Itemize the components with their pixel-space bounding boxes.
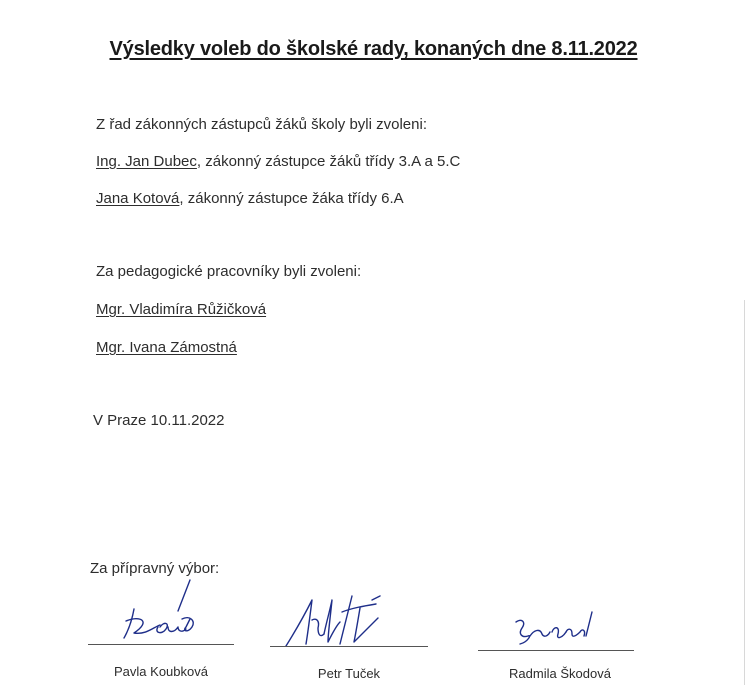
signature-tucek <box>282 590 407 650</box>
signatory-3-name: Radmila Škodová <box>509 666 611 681</box>
staff-section-intro: Za pedagogické pracovníky byli zvoleni: <box>96 263 362 280</box>
committee-label: Za přípravný výbor: <box>90 560 220 577</box>
parent-member-2-name: Jana Kotová <box>96 190 180 207</box>
signatory-1-name: Pavla Koubková <box>114 664 208 679</box>
page-edge-divider <box>744 300 745 685</box>
signature-line-1 <box>88 644 234 645</box>
signatory-2-name: Petr Tuček <box>317 666 381 681</box>
parents-section-intro: Z řad zákonných zástupců žáků školy byli zvoleni: <box>96 116 427 133</box>
staff-member-2-name: Mgr. Ivana Zámostná <box>96 339 237 356</box>
signature-koubkova <box>112 575 222 645</box>
document-title: Výsledky voleb do školské rady, konaných dne 8.11.2022 <box>109 38 638 60</box>
signature-line-3 <box>478 650 634 651</box>
signature-line-2 <box>270 646 428 647</box>
parent-member-1-name: Ing. Jan Dubec <box>96 153 197 170</box>
parent-member-2-role: , zákonný zástupce žáka třídy 6.A <box>179 190 404 207</box>
place-and-date: V Praze 10.11.2022 <box>93 412 225 429</box>
parent-member-2 <box>96 190 404 207</box>
staff-member-1-name: Mgr. Vladimíra Růžičková <box>96 301 267 318</box>
signature-skodova <box>508 608 608 653</box>
parent-member-1-role: , zákonný zástupce žáků třídy 3.A a 5.C <box>196 153 461 170</box>
parent-member-1 <box>96 153 460 170</box>
